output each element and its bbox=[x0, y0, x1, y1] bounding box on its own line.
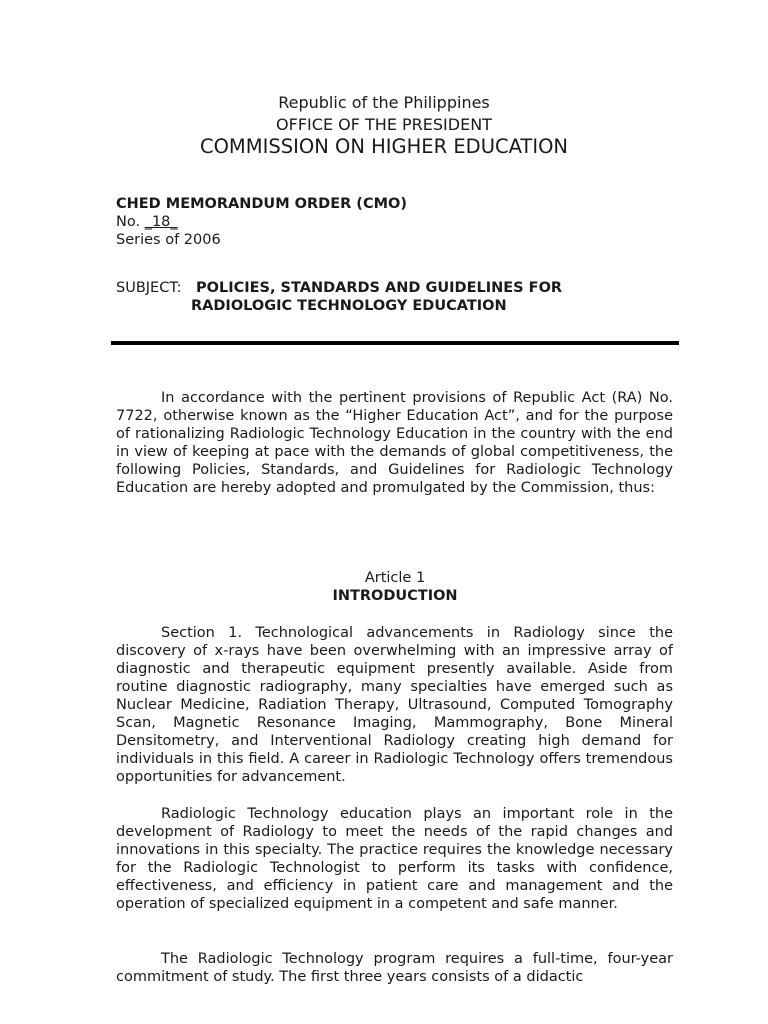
header-office: OFFICE OF THE PRESIDENT bbox=[276, 115, 492, 134]
memo-title: CHED MEMORANDUM ORDER (CMO) bbox=[116, 196, 407, 212]
memo-number-value: _18_ bbox=[144, 214, 178, 230]
education-paragraph: Radiologic Technology education plays an important role in the development of Radiology to meet the needs of the rapid changes and innovations in this specialty. The practice requires the knowledge necessary for the Radiologic Technologist to perform its tasks with confidence, effectiveness, and efficiency in patient care and management and the operation of specialized equipment in a competent and safe manner. bbox=[116, 806, 673, 912]
horizontal-rule bbox=[111, 341, 679, 345]
article-title: INTRODUCTION bbox=[332, 588, 458, 604]
memo-series: Series of 2006 bbox=[116, 232, 221, 248]
header-commission: COMMISSION ON HIGHER EDUCATION bbox=[199, 135, 569, 158]
header-republic: Republic of the Philippines bbox=[278, 93, 490, 112]
memo-number-label: No. bbox=[116, 214, 145, 230]
subject-line-1: POLICIES, STANDARDS AND GUIDELINES FOR bbox=[196, 280, 563, 296]
subject-label: SUBJECT: bbox=[116, 280, 182, 296]
memo-number bbox=[116, 213, 178, 231]
section-1-paragraph: Section 1. Technological advancements in Radiology since the discovery of x-rays have been overwhelming with an impressive array of diagnostic and therapeutic equipment presently available. Aside from routine diagnostic radiography, many specialties have emerged such as Nuclear Medicine, Radiation Therapy, Ultrasound, Computed Tomography Scan, Magnetic Resonance Imaging, Mammography, Bone Mineral Densitometry, and Interventional Radiology creating high demand for individuals in this field. A career in Radiologic Technology offers tremendous opportunities for advancement. bbox=[116, 625, 673, 785]
program-paragraph: The Radiologic Technology program requires a full-time, four-year commitment of study. The first three years consists of a didactic bbox=[116, 951, 673, 985]
subject-line-2: RADIOLOGIC TECHNOLOGY EDUCATION bbox=[191, 298, 507, 314]
intro-paragraph: In accordance with the pertinent provisions of Republic Act (RA) No. 7722, otherwise known as the “Higher Education Act”, and for the purpose of rationalizing Radiologic Technology Education in the country with the end in view of keeping at pace with the demands of global competitiveness, the following Policies, Standards, and Guidelines for Radiologic Technology Education are hereby adopted and promulgated by the Commission, thus: bbox=[116, 390, 673, 496]
article-number: Article 1 bbox=[364, 570, 426, 586]
